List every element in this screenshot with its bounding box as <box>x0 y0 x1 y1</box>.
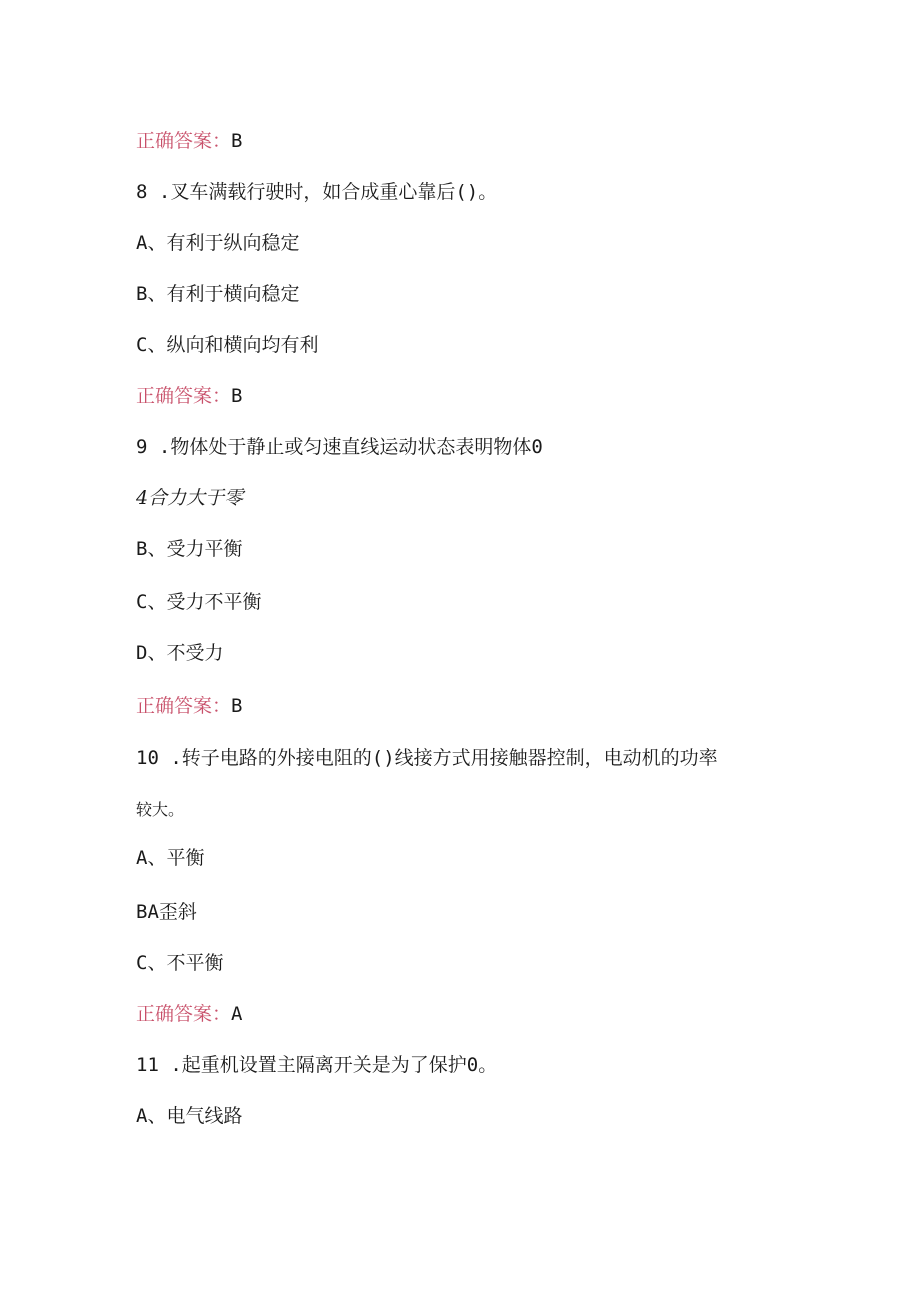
answer-value: B <box>231 130 243 152</box>
option-a: 4合力大于零 <box>136 487 244 509</box>
question-9: 9 .物体处于静止或匀速直线运动状态表明物体0 <box>136 436 543 458</box>
answer-line <box>136 129 242 153</box>
option-b: B、有利于横向稳定 <box>136 283 300 305</box>
answer-label: 正确答案： <box>136 385 232 407</box>
option-a: A、电气线路 <box>136 1105 243 1127</box>
question-10-continuation: 较大。 <box>136 800 185 819</box>
answer-value: B <box>231 695 243 717</box>
answer-label: 正确答案： <box>136 695 232 717</box>
question-10: 10 .转子电路的外接电阻的()线接方式用接触器控制，电动机的功率 <box>136 747 718 769</box>
option-a: A、有利于纵向稳定 <box>136 232 300 254</box>
option-b: B、受力平衡 <box>136 538 243 560</box>
option-a: A、平衡 <box>136 847 205 869</box>
answer-value: A <box>231 1003 243 1025</box>
answer-label: 正确答案： <box>136 130 232 152</box>
answer-value: B <box>231 385 243 407</box>
answer-line <box>136 384 242 408</box>
question-8: 8 .叉车满载行驶时，如合成重心靠后()。 <box>136 181 498 203</box>
question-11: 11 .起重机设置主隔离开关是为了保护0。 <box>136 1054 498 1076</box>
answer-line <box>136 1002 242 1026</box>
option-c: C、不平衡 <box>136 952 224 974</box>
answer-label: 正确答案： <box>136 1003 232 1025</box>
option-b: BA歪斜 <box>136 901 197 923</box>
option-c: C、受力不平衡 <box>136 591 262 613</box>
option-c: C、纵向和横向均有利 <box>136 334 319 356</box>
option-d: D、不受力 <box>136 642 224 664</box>
answer-line <box>136 694 242 718</box>
